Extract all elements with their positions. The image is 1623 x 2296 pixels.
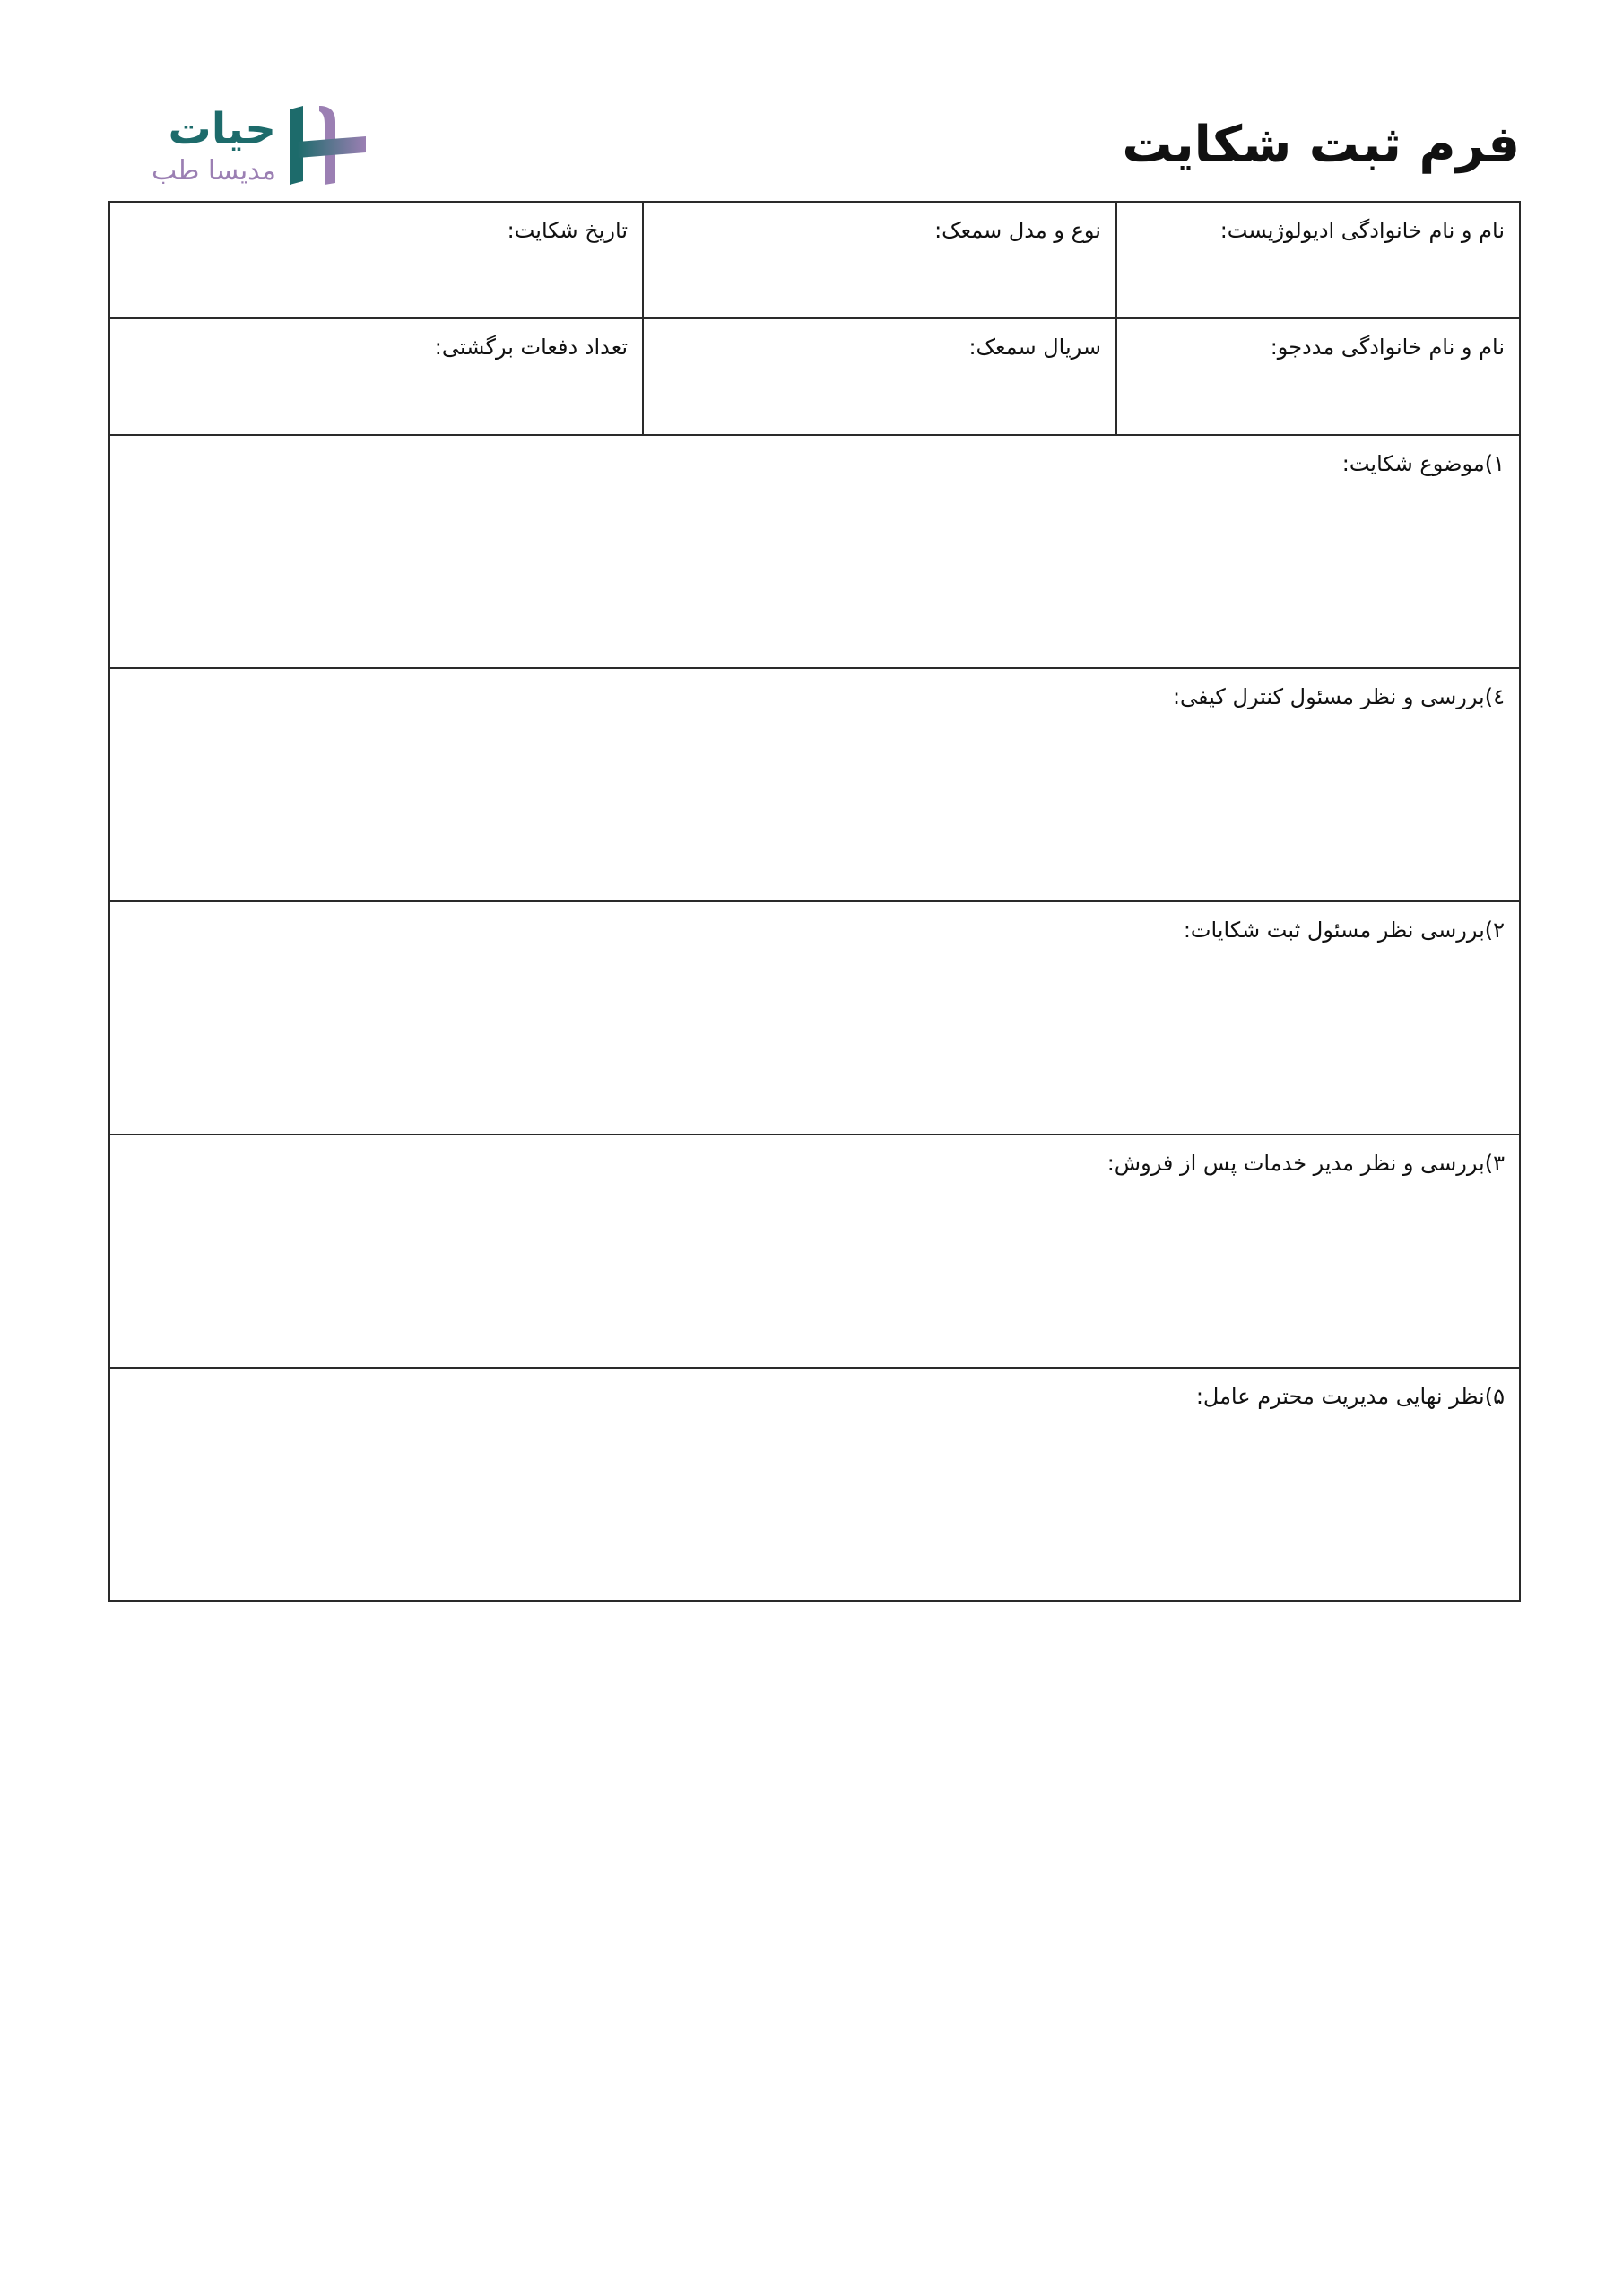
section-row xyxy=(109,435,1520,668)
page-title: فرم ثبت شکایت xyxy=(1122,116,1520,174)
quality-control-review-section[interactable] xyxy=(109,668,1520,901)
final-management-opinion-section[interactable] xyxy=(109,1368,1520,1601)
complaint-subject-section[interactable] xyxy=(109,435,1520,668)
after-sales-manager-review-section[interactable] xyxy=(109,1135,1520,1368)
return-count-field[interactable] xyxy=(109,318,643,435)
complaint-officer-review-section[interactable] xyxy=(109,901,1520,1135)
hearing-aid-serial-field[interactable] xyxy=(643,318,1116,435)
client-name-field[interactable] xyxy=(1116,318,1520,435)
info-row xyxy=(109,202,1520,318)
section-row xyxy=(109,1135,1520,1368)
section-label: ۲)بررسی نظر مسئول ثبت شکایات: xyxy=(1183,918,1505,943)
logo-graphic xyxy=(106,104,366,187)
section-row xyxy=(109,668,1520,901)
field-label: نام و نام خانوادگی ادیولوژیست: xyxy=(1219,218,1505,243)
company-logo xyxy=(106,104,366,187)
section-label: ۱)موضوع شکایت: xyxy=(1341,451,1505,476)
info-row xyxy=(109,318,1520,435)
section-label: ۵)نظر نهایی مدیریت محترم عامل: xyxy=(1195,1384,1505,1409)
field-label: تعداد دفعات برگشتی: xyxy=(434,335,628,360)
logo-text-primary: حیات xyxy=(168,104,276,154)
section-row xyxy=(109,901,1520,1135)
complaint-date-field[interactable] xyxy=(109,202,643,318)
complaint-form-table xyxy=(108,201,1521,1602)
logo-emblem-bar xyxy=(298,136,366,158)
field-label: سریال سمعک: xyxy=(968,335,1101,360)
hearing-aid-model-field[interactable] xyxy=(643,202,1116,318)
logo-text-secondary: مدیسا طب xyxy=(152,155,276,187)
audiologist-name-field[interactable] xyxy=(1116,202,1520,318)
field-label: تاریخ شکایت: xyxy=(507,218,628,243)
section-row xyxy=(109,1368,1520,1601)
section-label: ۳)بررسی و نظر مدیر خدمات پس از فروش: xyxy=(1107,1151,1505,1176)
section-label: ٤)بررسی و نظر مسئول کنترل کیفی: xyxy=(1172,684,1505,709)
field-label: نوع و مدل سمعک: xyxy=(934,218,1101,243)
field-label: نام و نام خانوادگی مددجو: xyxy=(1270,335,1505,360)
